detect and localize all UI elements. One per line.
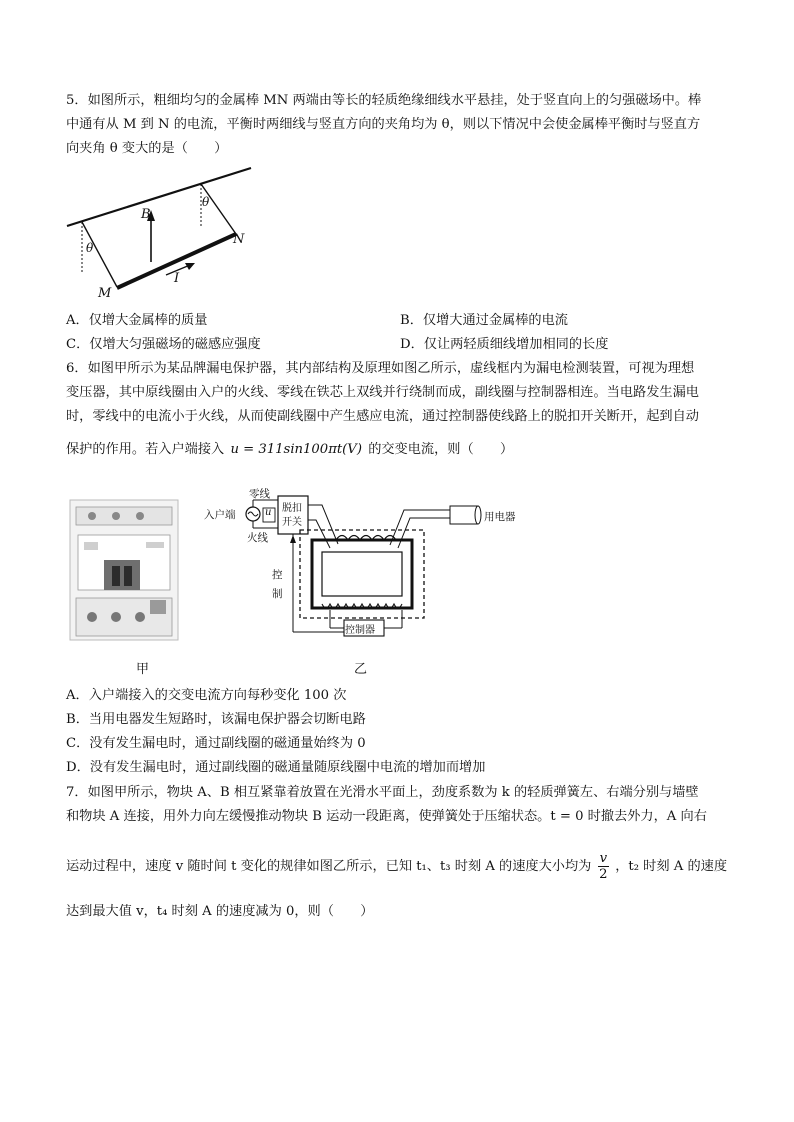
q7-fraction-numerator: v — [599, 851, 608, 866]
q5-label-i: I — [174, 271, 180, 286]
q5-stem-line-3: 向夹角 θ 变大的是（ ） — [66, 141, 228, 156]
q6-option-a[interactable]: A．入户端接入的交变电流方向每秒变化 100 次 — [66, 688, 347, 703]
q6-label-control-1: 控 — [272, 569, 283, 581]
q7-stem-line-2: 和物块 A 连接，用外力向左缓慢推动物块 B 运动一段距离，使弹簧处于压缩状态。t = 0 时撤去外力，A 向右 — [66, 809, 707, 824]
q7-stem-line-3-post: ，t₂ 时刻 A 的速度 — [615, 859, 728, 874]
q6-stem-line-2: 变压器，其中原线圈由入户的火线、零线在铁芯上双线并行绕制而成，副线圈与控制器相连。当电路发生漏电 — [66, 385, 699, 400]
q6-label-trip-1: 脱扣 — [282, 503, 302, 514]
q6-option-c[interactable]: C．没有发生漏电时，通过副线圈的磁通量始终为 0 — [66, 736, 366, 751]
q7-stem-line-1: 7．如图甲所示，物块 A、B 相互紧靠着放置在光滑水平面上，劲度系数为 k 的轻质弹簧左、右端分别与墙壁 — [66, 785, 699, 800]
q6-stem-line-1: 6．如图甲所示为某品牌漏电保护器，其内部结构及原理如图乙所示，虚线框内为漏电检测装置，可视为理想 — [66, 361, 695, 376]
q7-stem-line-3-pre: 运动过程中，速度 v 随时间 t 变化的规律如图乙所示，已知 t₁、t₃ 时刻 A 的速度大小均为 — [66, 859, 592, 874]
q5-label-m: M — [98, 286, 112, 301]
q5-option-c[interactable]: C．仅增大匀强磁场的磁感应强度 — [66, 337, 261, 352]
q6-label-appliance: 用电器 — [484, 511, 516, 523]
q6-stem-line-4-post: 的交变电流，则（ ） — [368, 442, 514, 457]
q6-label-fire-line: 火线 — [247, 532, 268, 544]
q5-label-b: B — [141, 207, 151, 222]
q5-stem-line-2: 中通有从 M 到 N 的电流，平衡时两细线与竖直方向的夹角均为 θ，则以下情况中会使金属棒平衡时与竖直方 — [66, 117, 701, 132]
q7-fraction — [598, 851, 609, 882]
q6-label-control-2: 制 — [272, 588, 283, 600]
q6-label-zero-line: 零线 — [249, 488, 270, 500]
q6-caption-a: 甲 — [136, 662, 150, 677]
q6-caption-b: 乙 — [354, 662, 368, 677]
q6-formula: u = 311sin100πt(V) — [230, 442, 362, 457]
q6-stem-line-4-pre: 保护的作用。若入户端接入 — [66, 442, 225, 457]
q5-label-n: N — [233, 232, 245, 247]
q5-option-d[interactable]: D．仅让两轻质细线增加相同的长度 — [400, 337, 609, 352]
q6-label-entry: 入户端 — [204, 509, 236, 521]
q6-label-controller: 控制器 — [345, 625, 375, 636]
q6-label-u: u — [265, 507, 272, 518]
q5-label-theta-right: θ — [202, 195, 210, 209]
q5-label-theta-left: θ — [86, 241, 94, 255]
q6-option-d[interactable]: D．没有发生漏电时，通过副线圈的磁通量随原线圈中电流的增加而增加 — [66, 760, 486, 775]
q7-stem-line-3 — [66, 851, 727, 882]
iron-core — [312, 540, 412, 608]
appliance-body — [450, 506, 478, 524]
q5-option-a[interactable]: A．仅增大金属棒的质量 — [66, 313, 208, 328]
q6-stem-line-3: 时，零线中的电流小于火线，从而使副线圈中产生感应电流，通过控制器使线路上的脱扣开关断开，起到自动 — [66, 409, 699, 424]
q5-stem-line-1: 5．如图所示，粗细均匀的金属棒 MN 两端由等长的轻质绝缘细线水平悬挂，处于竖直向上的匀强磁场中。棒 — [66, 93, 702, 108]
q7-fraction-denominator: 2 — [599, 867, 608, 882]
q5-option-b[interactable]: B．仅增大通过金属棒的电流 — [400, 313, 568, 328]
q6-option-b[interactable]: B．当用电器发生短路时，该漏电保护器会切断电路 — [66, 712, 366, 727]
q7-stem-line-4: 达到最大值 v，t₄ 时刻 A 的速度减为 0，则（ ） — [66, 904, 374, 919]
q6-label-trip-2: 开关 — [282, 517, 302, 528]
